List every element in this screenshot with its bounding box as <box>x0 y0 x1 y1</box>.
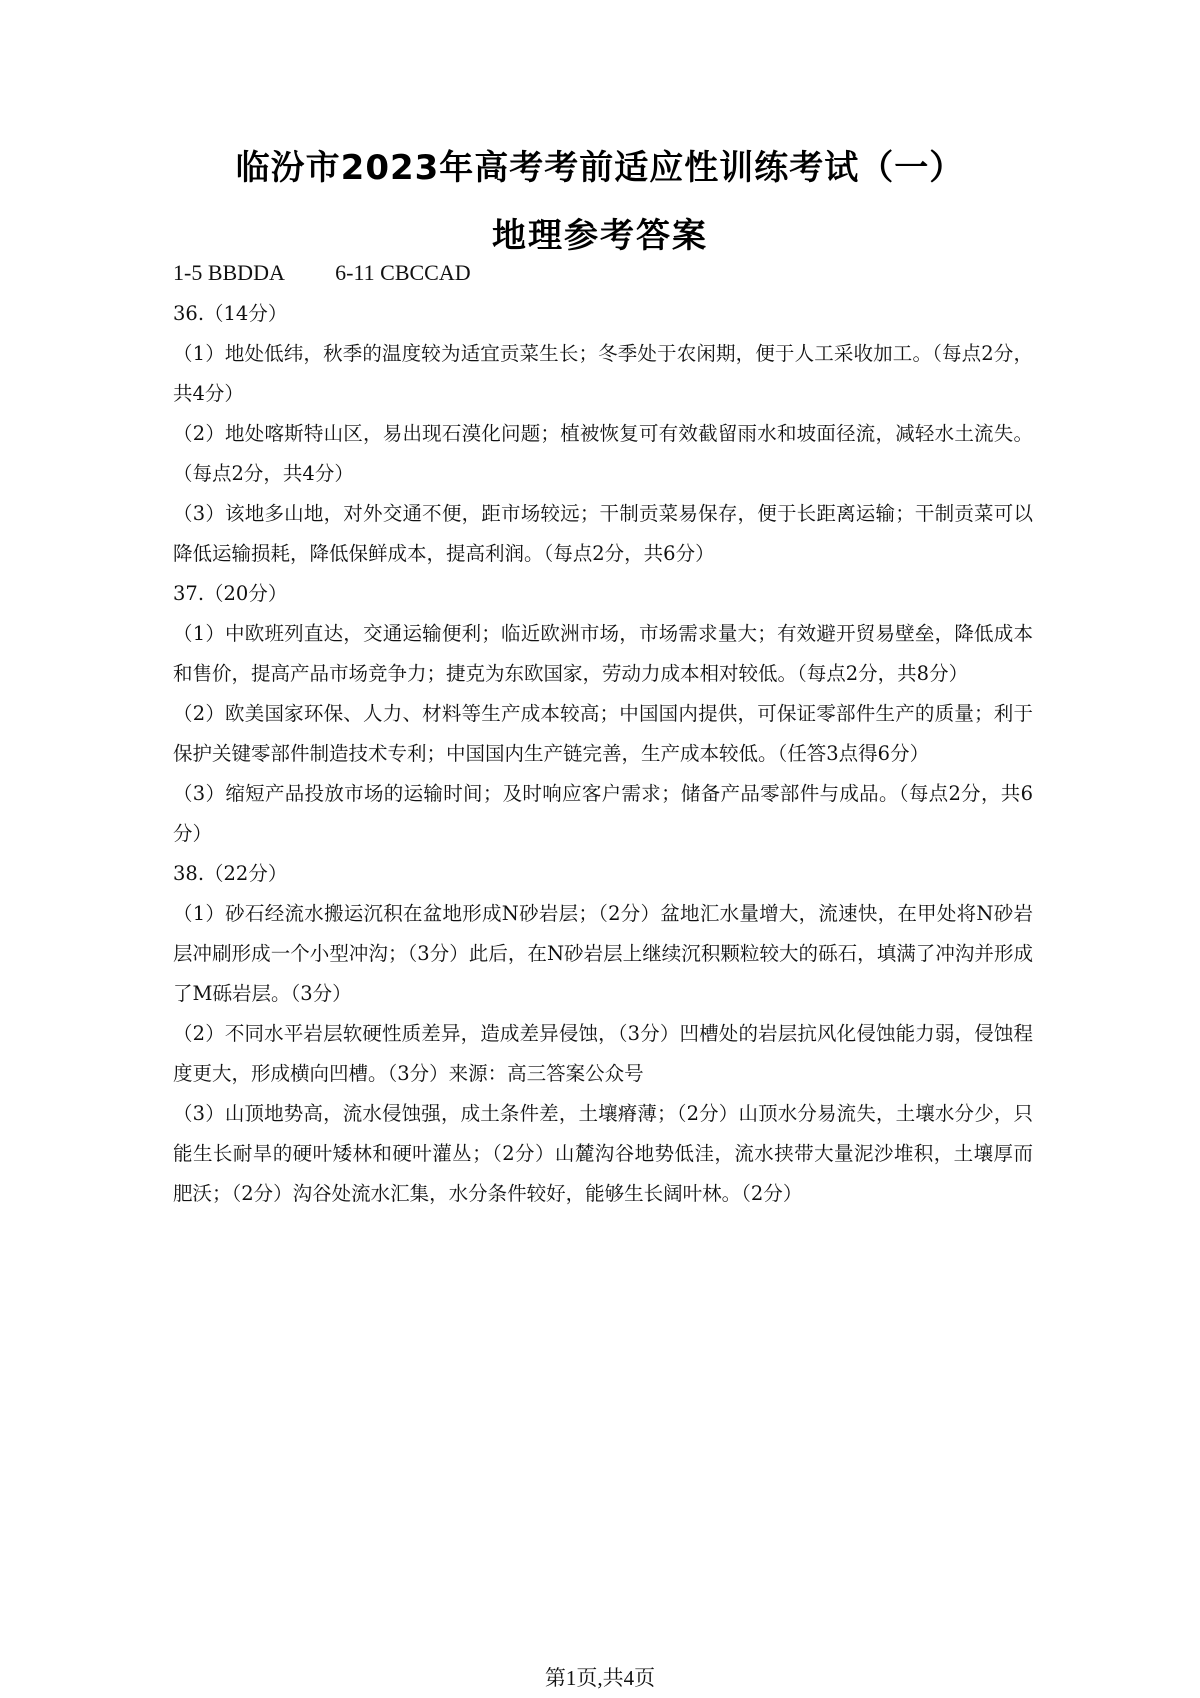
answer-part: （3）山顶地势高，流水侵蚀强，成土条件差，土壤瘠薄；（2分）山顶水分易流失，土壤水分少，只能生长耐旱的硬叶矮林和硬叶灌丛；（2分）山麓沟谷地势低洼，流水挟带大量泥沙堆积，土壤厚而肥沃；（2分）沟谷处流水汇集，水分条件较好，能够生长阔叶林。（2分） <box>173 1102 1033 1205</box>
question-37 <box>173 574 1033 854</box>
question-header: 36.（14分） <box>173 302 288 325</box>
answer-part: （2）不同水平岩层软硬性质差异，造成差异侵蚀，（3分）凹槽处的岩层抗风化侵蚀能力弱，侵蚀程度更大，形成横向凹槽。（3分）来源：高三答案公众号 <box>173 1022 1033 1085</box>
choice-answers-group: 6-11 CBCCAD <box>335 260 471 285</box>
question-header: 37.（20分） <box>173 582 288 605</box>
answer-part: （2）地处喀斯特山区，易出现石漠化问题；植被恢复可有效截留雨水和坡面径流，减轻水土流失。（每点2分，共4分） <box>173 422 1033 485</box>
exam-title: 临汾市2023年高考考前适应性训练考试（一） <box>235 148 965 188</box>
question-header: 38.（22分） <box>173 862 288 885</box>
page-number: 第1页,共4页 <box>544 1666 656 1690</box>
answer-part: （1）砂石经流水搬运沉积在盆地形成N砂岩层；（2分）盆地汇水量增大，流速快，在甲处将N砂岩层冲刷形成一个小型冲沟；（3分）此后，在N砂岩层上继续沉积颗粒较大的砾石，填满了冲沟并形成了M砾岩层。（3分） <box>173 902 1033 1005</box>
question-36 <box>173 294 1033 574</box>
choice-answers <box>173 260 1033 286</box>
answer-part: （1）地处低纬，秋季的温度较为适宜贡菜生长；冬季处于农闲期，便于人工采收加工。（每点2分，共4分） <box>173 342 1033 405</box>
answer-part: （3）该地多山地，对外交通不便，距市场较远；干制贡菜易保存，便于长距离运输；干制贡菜可以降低运输损耗，降低保鲜成本，提高利润。（每点2分，共6分） <box>173 502 1033 565</box>
answer-part: （1）中欧班列直达，交通运输便利；临近欧洲市场，市场需求量大；有效避开贸易壁垒，降低成本和售价，提高产品市场竞争力；捷克为东欧国家，劳动力成本相对较低。（每点2分，共8分） <box>173 622 1033 685</box>
answer-body <box>173 260 1033 1214</box>
question-38 <box>173 854 1033 1214</box>
answer-part: （2）欧美国家环保、人力、材料等生产成本较高；中国国内提供，可保证零部件生产的质量；利于保护关键零部件制造技术专利；中国国内生产链完善，生产成本较低。（任答3点得6分） <box>173 702 1033 765</box>
answer-key-subtitle: 地理参考答案 <box>492 216 708 256</box>
answer-part: （3）缩短产品投放市场的运输时间；及时响应客户需求；储备产品零部件与成品。（每点2分，共6分） <box>173 782 1033 845</box>
choice-answers-group: 1-5 BBDDA <box>173 260 284 285</box>
